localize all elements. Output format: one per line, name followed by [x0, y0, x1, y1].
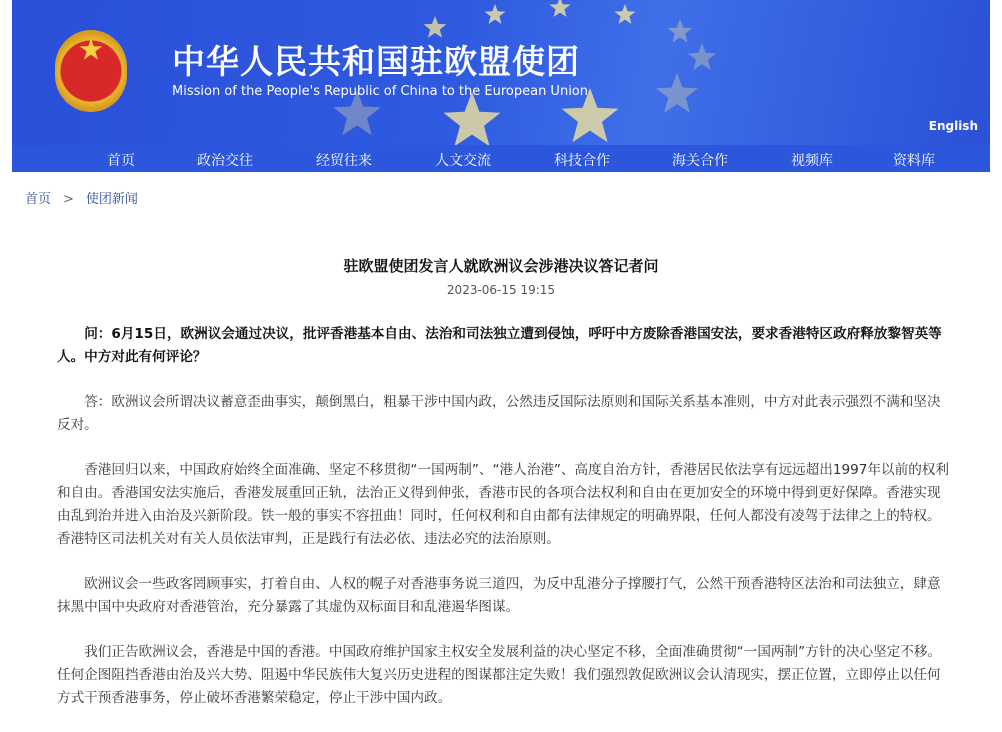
nav-video[interactable]: 视频库 [791, 153, 833, 169]
question-paragraph: 问：6月15日，欧洲议会通过决议，批评香港基本自由、法治和司法独立遭到侵蚀，呼吁中方废除香港国安法，要求香港特区政府释放黎智英等人。中方对此有何评论？ [57, 326, 942, 365]
body-paragraph: 我们正告欧洲议会，香港是中国的香港。中国政府维护国家主权安全发展利益的决心坚定不移，全面准确贯彻“一国两制”方针的决心坚定不移。任何企图阻挡香港由治及兴大势、阻遏中华民族伟大复兴历史进程的图谋都注定失败！我们强烈敦促欧洲议会认清现实，摆正位置，立即停止以任何方式干预香港事务，停止破坏香港繁荣稳定，停止干涉中国内政。 [57, 644, 942, 706]
national-emblem-logo [55, 30, 127, 112]
header-banner [12, 0, 990, 172]
breadcrumb [25, 188, 138, 207]
body-paragraph: 香港回归以来，中国政府始终全面准确、坚定不移贯彻“一国两制”、“港人治港”、高度自治方针，香港居民依法享有远远超出1997年以前的权利和自由。香港国安法实施后，香港发展重回正轨，法治正义得到伸张，香港市民的各项合法权利和自由在更加安全的环境中得到更好保障。香港实现由乱到治并进入由治及兴新阶段。铁一般的事实不容扭曲！同时，任何权利和自由都有法律规定的明确界限，任何人都没有凌驾于法律之上的特权。香港特区司法机关对有关人员依法审判，正是践行有法必依、违法必究的法治原则。 [57, 462, 949, 547]
eu-star-icon [688, 43, 717, 70]
eu-star-icon [668, 19, 693, 43]
eu-star-icon [485, 4, 506, 24]
article-title: 驻欧盟使团发言人就欧洲议会涉港决议答记者问 [343, 257, 659, 275]
answer-paragraph: 答：欧洲议会所谓决议蓄意歪曲事实，颠倒黑白，粗暴干涉中国内政，公然违反国际法原则和国际关系基本准则，中方对此表示强烈不满和坚决反对。 [57, 394, 941, 433]
nav-economy-trade[interactable]: 经贸往来 [316, 153, 372, 169]
eu-star-icon [444, 92, 501, 145]
eu-star-icon [656, 73, 698, 113]
chevron-right-icon: > [63, 192, 74, 207]
english-link[interactable]: English [928, 119, 978, 133]
nav-culture[interactable]: 人文交流 [435, 153, 491, 169]
body-paragraph: 欧洲议会一些政客罔顾事实，打着自由、人权的幌子对香港事务说三道四，为反中乱港分子撑腰打气，公然干预香港特区法治和司法独立，肆意抹黑中国中央政府对香港管治，充分暴露了其虚伪双标面目和乱港遏华图谋。 [57, 576, 941, 615]
breadcrumb-news[interactable]: 使团新闻 [85, 192, 138, 207]
nav-politics[interactable]: 政治交往 [197, 153, 253, 169]
nav-archive[interactable]: 资料库 [893, 153, 935, 169]
nav-customs[interactable]: 海关合作 [672, 153, 728, 169]
eu-star-icon [424, 16, 447, 38]
article-body [57, 323, 949, 732]
nav-science[interactable]: 科技合作 [554, 153, 610, 169]
emblem-star-icon [79, 38, 103, 62]
site-subtitle: Mission of the People's Republic of China to the European Union [172, 84, 588, 99]
eu-star-icon [615, 4, 636, 24]
article-date: 2023-06-15 19:15 [446, 283, 556, 297]
nav-home[interactable]: 首页 [107, 153, 135, 169]
site-title: 中华人民共和国驻欧盟使团 [172, 42, 580, 81]
eu-star-icon [550, 0, 571, 17]
main-nav [12, 145, 990, 172]
breadcrumb-home[interactable]: 首页 [25, 192, 52, 207]
